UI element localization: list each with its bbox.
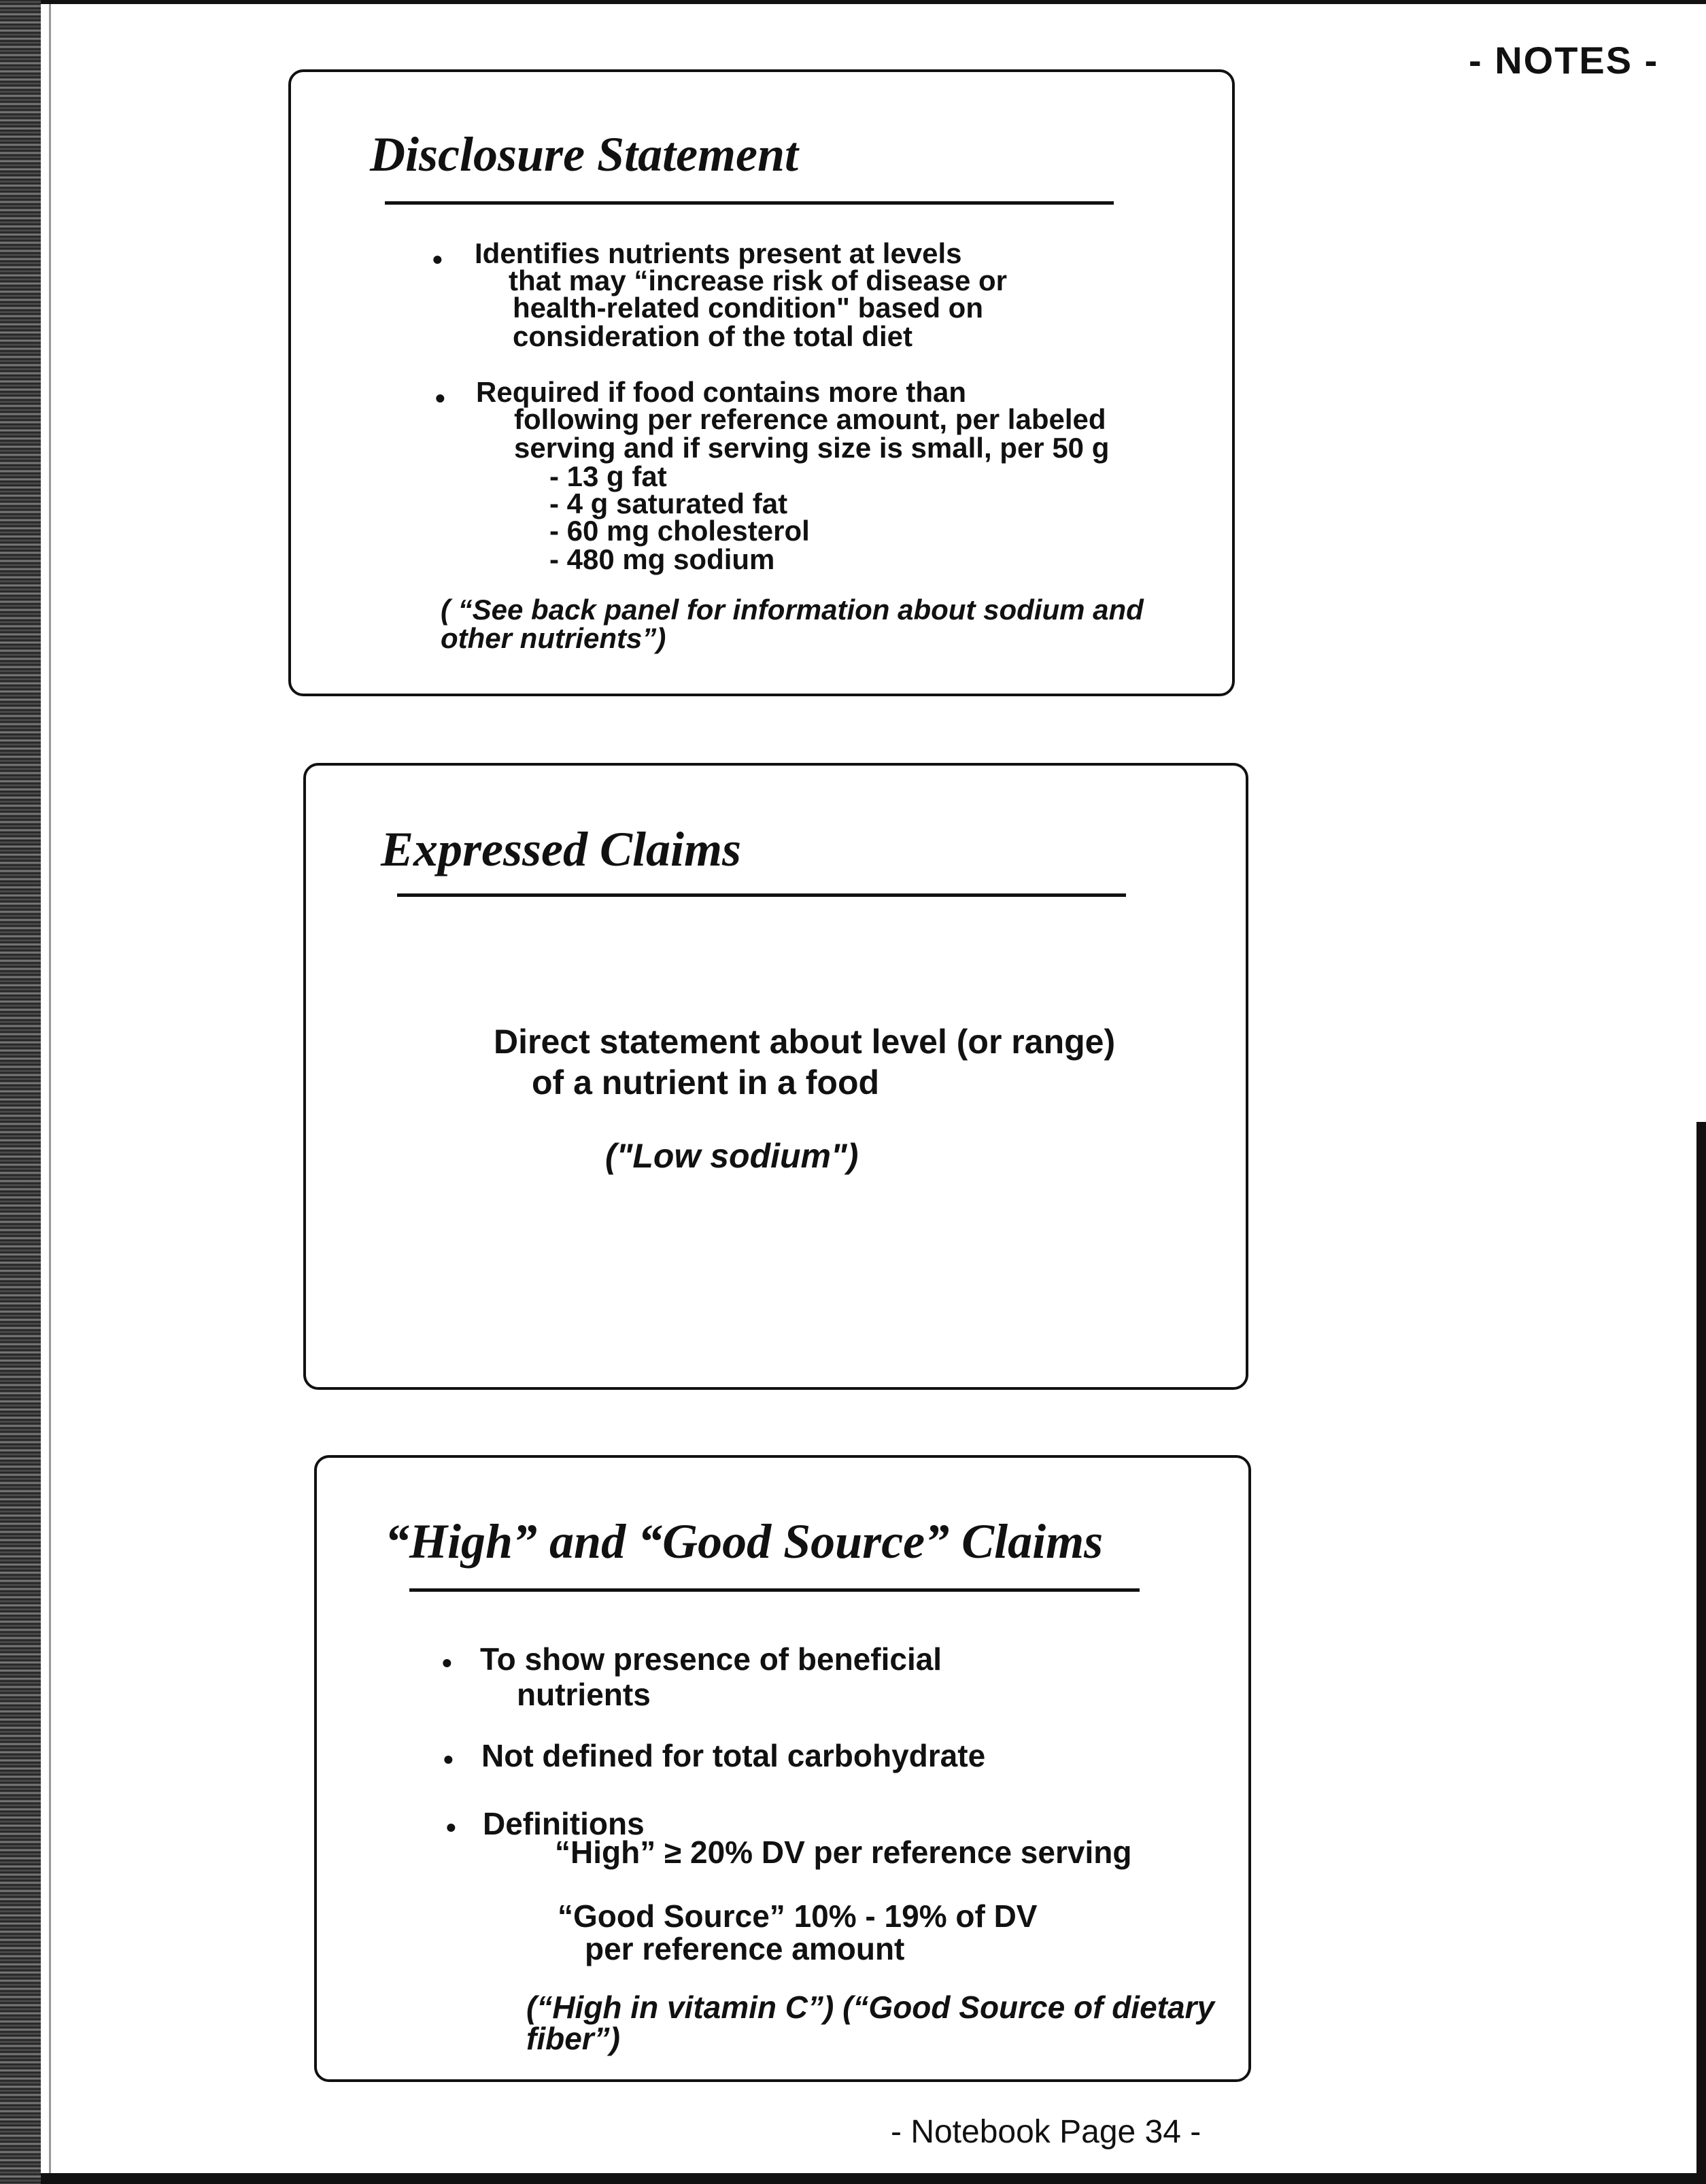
high-bullet1-line1: To show presence of beneficial	[480, 1641, 942, 1677]
high-example-line1: (“High in vitamin C”) (“Good Source of dietary	[526, 1990, 1215, 2025]
high-bullet1-line2: nutrients	[517, 1677, 651, 1712]
expressed-claims-title-rule	[397, 893, 1126, 897]
expressed-claims-title: Expressed Claims	[381, 822, 742, 876]
disclosure-bullet1-line4: consideration of the total diet	[513, 320, 913, 352]
scan-edge-right	[1696, 1122, 1706, 2173]
definition-good-source-line2: per reference amount	[585, 1931, 905, 1966]
notes-header: - NOTES -	[1469, 39, 1659, 82]
disclosure-title: Disclosure Statement	[370, 127, 799, 182]
scan-edge-bottom	[41, 2173, 1706, 2184]
disclosure-bullet1-line1: Identifies nutrients present at levels	[475, 237, 962, 269]
disclosure-bullet1-line2: that may “increase risk of disease or	[509, 265, 1008, 296]
scan-edge-left	[0, 0, 41, 2184]
scan-edge-top	[41, 0, 1706, 4]
bullet-dot: •	[432, 243, 443, 275]
bullet-dot: •	[435, 382, 445, 414]
definition-good-source-line1: “Good Source” 10% - 19% of DV	[558, 1898, 1038, 1934]
expressed-line1: Direct statement about level (or range)	[494, 1023, 1116, 1061]
disclosure-title-rule	[385, 201, 1114, 205]
high-example-line2: fiber”)	[526, 2021, 620, 2056]
high-bullet3: Definitions	[483, 1806, 645, 1841]
limit-fat: - 13 g fat	[549, 460, 667, 492]
high-good-source-title: “High” and “Good Source” Claims	[385, 1514, 1104, 1569]
limit-saturated-fat: - 4 g saturated fat	[549, 488, 788, 519]
expressed-example: ("Low sodium")	[605, 1137, 859, 1175]
bullet-dot: •	[446, 1811, 456, 1843]
disclosure-bullet1-line3: health-related condition" based on	[513, 292, 983, 324]
limit-cholesterol: - 60 mg cholesterol	[549, 515, 810, 547]
disclosure-bullet2-line2: following per reference amount, per labeled	[514, 403, 1106, 435]
expressed-line2: of a nutrient in a food	[532, 1063, 880, 1102]
disclosure-bullet2-line1: Required if food contains more than	[476, 376, 967, 408]
disclosure-bullet2-line3: serving and if serving size is small, per 50 g	[514, 432, 1110, 464]
bullet-dot: •	[442, 1647, 452, 1679]
limit-sodium: - 480 mg sodium	[549, 543, 775, 575]
notebook-page-number: - Notebook Page 34 -	[891, 2114, 1201, 2150]
scan-edge-line	[49, 0, 51, 2184]
high-good-source-title-rule	[409, 1588, 1140, 1592]
high-bullet2: Not defined for total carbohydrate	[481, 1738, 986, 1773]
bullet-dot: •	[443, 1743, 454, 1775]
disclosure-note-line2: other nutrients”)	[441, 622, 666, 654]
definition-high: “High” ≥ 20% DV per reference serving	[555, 1835, 1132, 1870]
disclosure-note-line1: ( “See back panel for information about sodium and	[441, 594, 1144, 626]
